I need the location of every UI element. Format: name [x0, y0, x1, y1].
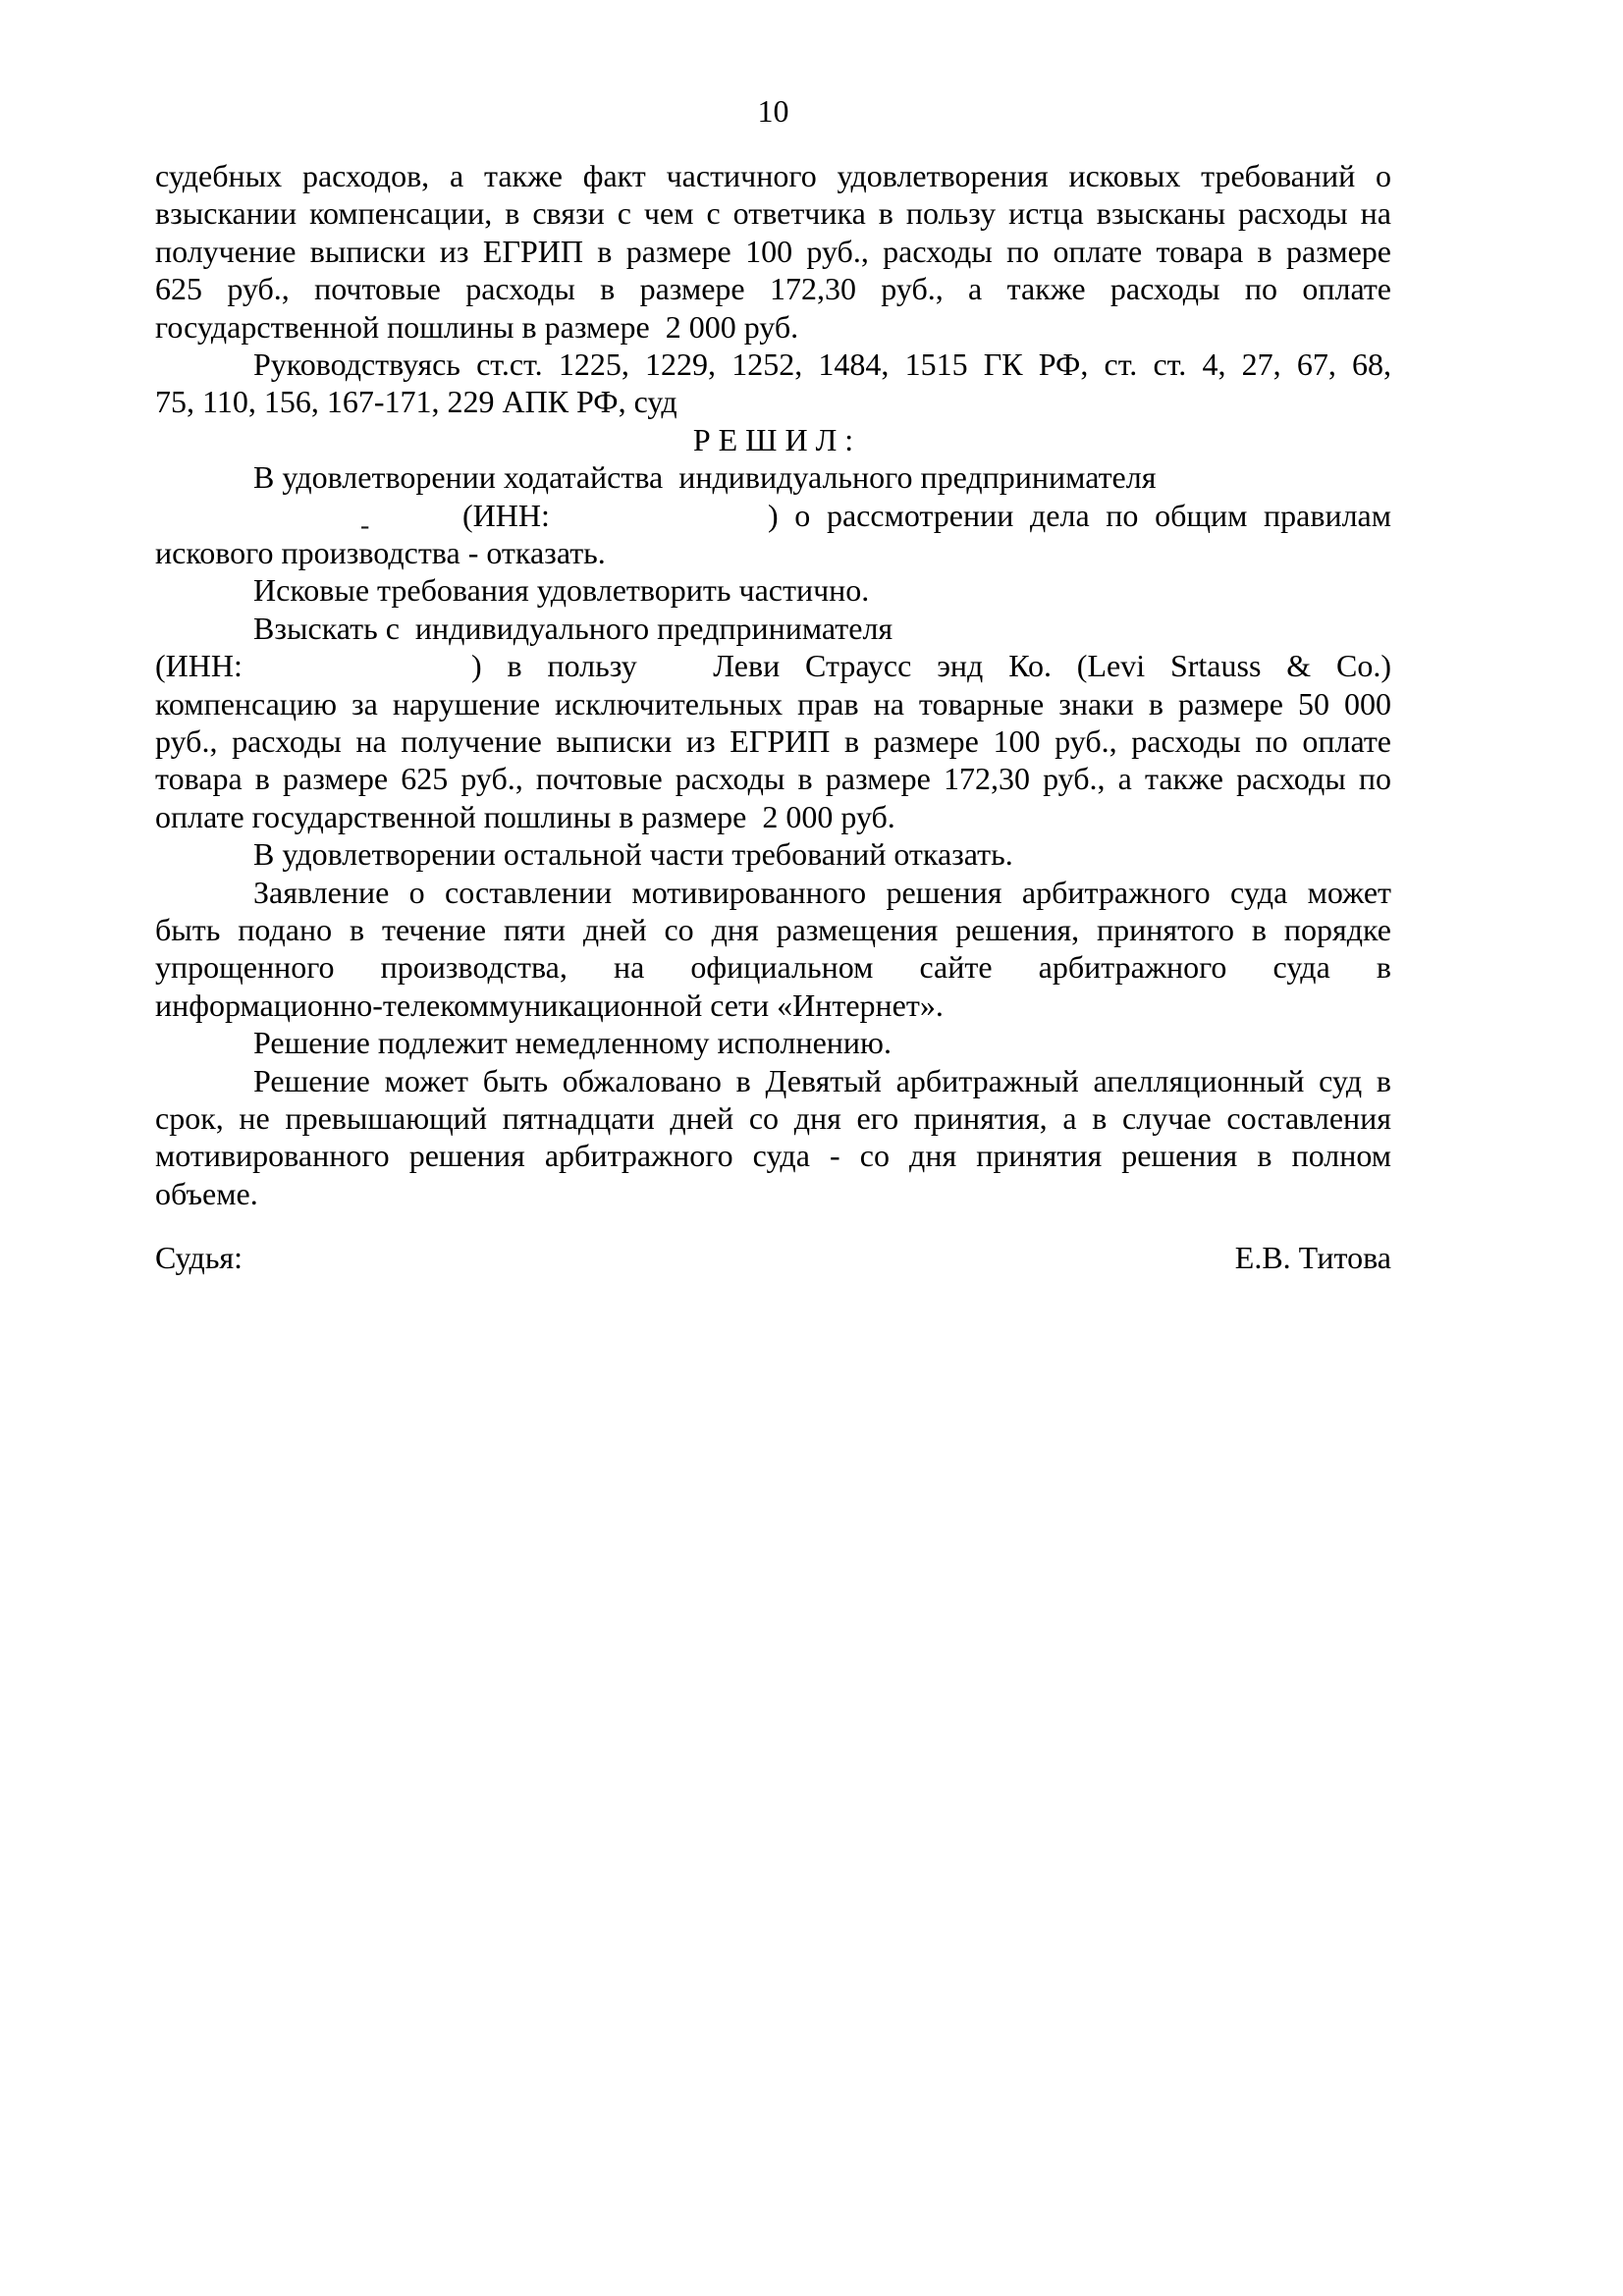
inn-label: (ИНН: [155, 648, 243, 683]
text-line: руб., расходы на получение выписки из ЕГРИП в размере 100 руб., расходы по оплате [155, 723, 1391, 759]
text-line: Решение подлежит немедленному исполнению. [253, 1025, 892, 1060]
redaction-dash-artifact: - [360, 510, 370, 541]
text-line: 625 руб., почтовые расходы в размере 172,30 руб., а также расходы по оплате [155, 271, 1391, 306]
text-line: В удовлетворении ходатайства индивидуального предпринимателя [253, 459, 1157, 495]
text-line: судебных расходов, а также факт частичного удовлетворения исковых требований о [155, 158, 1391, 193]
inn-line-rest: ) в пользу Леви Страусс энд Ко. (Levi Srtauss & Co.) [471, 648, 1391, 683]
text-line: Исковые требования удовлетворить частично. [253, 572, 870, 608]
reshil-heading: Р Е Ш И Л : [692, 422, 854, 457]
text-line: быть подано в течение пяти дней со дня размещения решения, принятого в порядке [155, 912, 1391, 947]
text-line: Взыскать с индивидуального предпринимателя [253, 611, 893, 646]
text-line: оплате государственной пошлины в размере 2 000 руб. [155, 799, 895, 834]
text-line: взыскании компенсации, в связи с чем с ответчика в пользу истца взысканы расходы на [155, 195, 1391, 231]
judge-name: Е.В. Титова [1234, 1240, 1391, 1275]
text-line: Заявление о составлении мотивированного решения арбитражного суда может [253, 875, 1391, 910]
text-line: компенсацию за нарушение исключительных прав на товарные знаки в размере 50 000 [155, 686, 1391, 721]
text-line: мотивированного решения арбитражного суда - со дня принятия решения в полном [155, 1138, 1391, 1173]
signature-row [155, 1240, 1391, 1276]
inn-label: (ИНН: [462, 498, 550, 533]
page-number: 10 [757, 93, 789, 129]
text-line: информационно-телекоммуникационной сети «Интернет». [155, 988, 944, 1023]
inn-redacted-line [155, 647, 1391, 685]
text-line: Руководствуясь ст.ст. 1225, 1229, 1252, 1484, 1515 ГК РФ, ст. ст. 4, 27, 67, 68, [253, 347, 1391, 382]
text-line: Решение может быть обжаловано в Девятый арбитражный апелляционный суд в [253, 1063, 1391, 1098]
text-line: упрощенного производства, на официальном сайте арбитражного суда в [155, 949, 1391, 985]
text-line: срок, не превышающий пятнадцати дней со дня его принятия, а в случае составления [155, 1100, 1391, 1136]
text-line: государственной пошлины в размере 2 000 руб. [155, 309, 799, 345]
inn-redacted-line [155, 497, 1391, 535]
text-line: 75, 110, 156, 167-171, 229 АПК РФ, суд [155, 384, 677, 419]
text-line: В удовлетворении остальной части требований отказать. [253, 836, 1013, 872]
text-line: искового производства - отказать. [155, 535, 606, 570]
inn-line-rest: ) о рассмотрении дела по общим правилам [768, 498, 1391, 533]
text-line: товара в размере 625 руб., почтовые расходы в размере 172,30 руб., а также расходы по [155, 761, 1391, 796]
text-line: получение выписки из ЕГРИП в размере 100 руб., расходы по оплате товара в размере [155, 234, 1391, 269]
judge-label: Судья: [155, 1240, 243, 1275]
text-line: объеме. [155, 1176, 258, 1211]
